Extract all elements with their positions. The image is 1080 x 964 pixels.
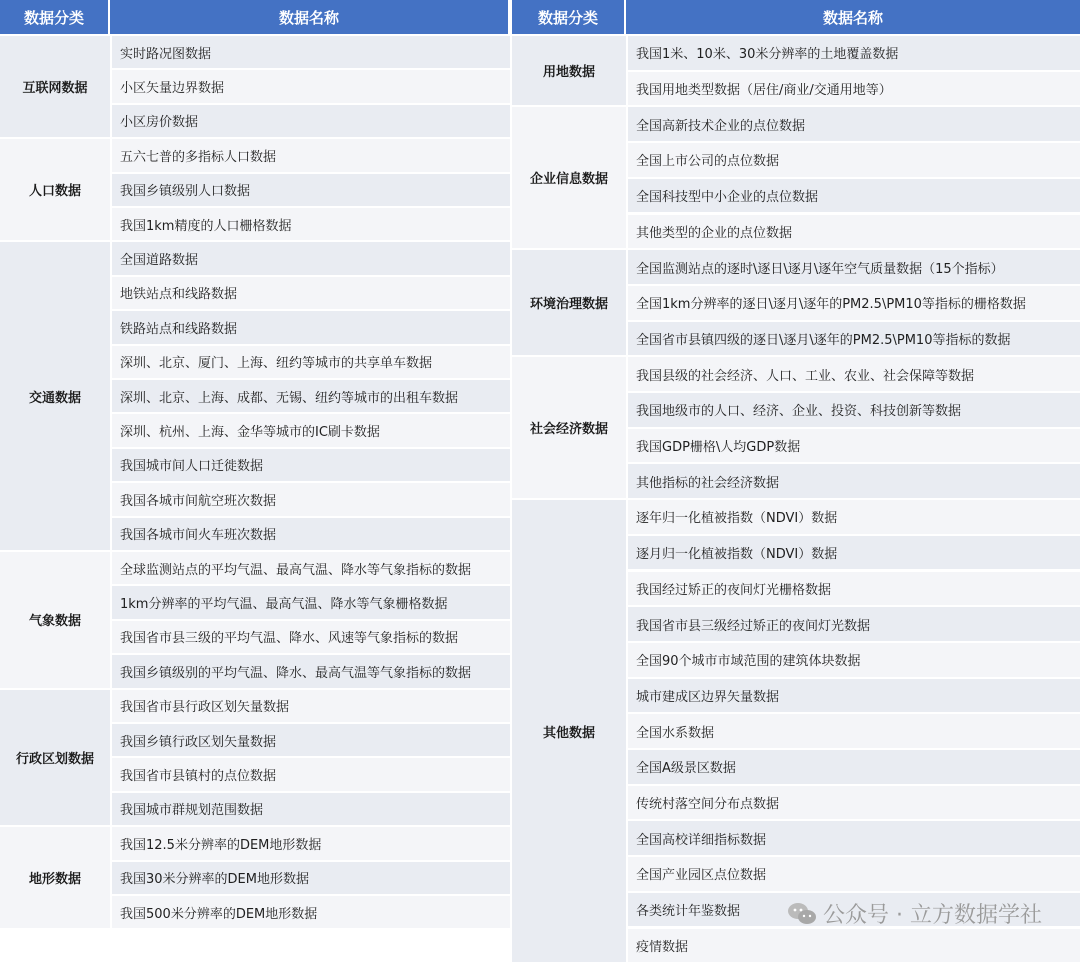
- header-name-left: 数据名称: [110, 0, 510, 34]
- table-row: 我国城市群规划范围数据: [110, 793, 510, 827]
- table-row: 我国GDP栅格\人均GDP数据: [626, 429, 1080, 465]
- table-row: 1km分辨率的平均气温、最高气温、降水等气象栅格数据: [110, 586, 510, 620]
- table-row: 深圳、北京、上海、成都、无锡、纽约等城市的出租车数据: [110, 380, 510, 414]
- table-row: 我国12.5米分辨率的DEM地形数据: [110, 827, 510, 861]
- category-cell: 其他数据: [512, 500, 626, 964]
- table-row: 逐年归一化植被指数（NDVI）数据: [626, 500, 1080, 536]
- table-row: 全国监测站点的逐时\逐日\逐月\逐年空气质量数据（15个指标）: [626, 250, 1080, 286]
- table-row: 我国乡镇行政区划矢量数据: [110, 724, 510, 758]
- watermark-text: 公众号 · 立方数据学社: [823, 903, 1042, 928]
- table-row: 全国高新技术企业的点位数据: [626, 107, 1080, 143]
- table-row: 传统村落空间分布点数据: [626, 786, 1080, 822]
- table-row: 小区矢量边界数据: [110, 70, 510, 104]
- table-row: 我国经过矫正的夜间灯光栅格数据: [626, 572, 1080, 608]
- table-row: 我国省市县三级的平均气温、降水、风速等气象指标的数据: [110, 621, 510, 655]
- table-row: 全国水系数据: [626, 714, 1080, 750]
- table-row: 疫情数据: [626, 929, 1080, 964]
- table-row: 全国上市公司的点位数据: [626, 143, 1080, 179]
- table-row: 我国省市县三级经过矫正的夜间灯光数据: [626, 607, 1080, 643]
- table-row: 全国产业园区点位数据: [626, 857, 1080, 893]
- table-row: 我国乡镇级别人口数据: [110, 174, 510, 208]
- category-cell: 行政区划数据: [0, 690, 110, 828]
- category-cell: 环境治理数据: [512, 250, 626, 357]
- table-row: 城市建成区边界矢量数据: [626, 679, 1080, 715]
- table-row: 地铁站点和线路数据: [110, 277, 510, 311]
- table-row: 我国城市间人口迁徙数据: [110, 449, 510, 483]
- table-row: 我国500米分辨率的DEM地形数据: [110, 896, 510, 930]
- table-row: 我国地级市的人口、经济、企业、投资、科技创新等数据: [626, 393, 1080, 429]
- table-row: 全国90个城市市域范围的建筑体块数据: [626, 643, 1080, 679]
- table-row: 五六七普的多指标人口数据: [110, 139, 510, 173]
- table-row: 我国1米、10米、30米分辨率的土地覆盖数据: [626, 36, 1080, 72]
- table-row: 全国高校详细指标数据: [626, 821, 1080, 857]
- table-row: 各类统计年鉴数据: [626, 893, 1080, 929]
- table-row: 我国30米分辨率的DEM地形数据: [110, 862, 510, 896]
- watermark: [787, 898, 1042, 929]
- table-row: 小区房价数据: [110, 105, 510, 139]
- wechat-icon: [787, 901, 817, 927]
- table-row: 全国省市县镇四级的逐日\逐月\逐年的PM2.5\PM10等指标的数据: [626, 322, 1080, 358]
- category-cell: 用地数据: [512, 36, 626, 107]
- category-cell: 互联网数据: [0, 36, 110, 139]
- header-name-right: 数据名称: [626, 0, 1080, 34]
- category-cell: 交通数据: [0, 242, 110, 552]
- table-row: 全球监测站点的平均气温、最高气温、降水等气象指标的数据: [110, 552, 510, 586]
- table-row: 全国道路数据: [110, 242, 510, 276]
- table-row: 深圳、北京、厦门、上海、纽约等城市的共享单车数据: [110, 346, 510, 380]
- table-row: 我国各城市间航空班次数据: [110, 483, 510, 517]
- category-cell: 人口数据: [0, 139, 110, 242]
- category-cell: 社会经济数据: [512, 357, 626, 500]
- header-category-left: 数据分类: [0, 0, 110, 34]
- table-row: 全国1km分辨率的逐日\逐月\逐年的PM2.5\PM10等指标的栅格数据: [626, 286, 1080, 322]
- category-cell: 气象数据: [0, 552, 110, 690]
- table-row: 我国省市县行政区划矢量数据: [110, 690, 510, 724]
- table-row: 其他指标的社会经济数据: [626, 464, 1080, 500]
- table-row: 逐月归一化植被指数（NDVI）数据: [626, 536, 1080, 572]
- table-row: 其他类型的企业的点位数据: [626, 215, 1080, 251]
- table-row: 深圳、杭州、上海、金华等城市的IC刷卡数据: [110, 414, 510, 448]
- category-cell: 地形数据: [0, 827, 110, 930]
- table-row: 铁路站点和线路数据: [110, 311, 510, 345]
- table-row: 我国省市县镇村的点位数据: [110, 758, 510, 792]
- table-row: 我国1km精度的人口栅格数据: [110, 208, 510, 242]
- table-row: 我国用地类型数据（居住/商业/交通用地等）: [626, 72, 1080, 108]
- table-row: 全国A级景区数据: [626, 750, 1080, 786]
- category-cell: 企业信息数据: [512, 107, 626, 250]
- header-category-right: 数据分类: [512, 0, 626, 34]
- table-row: 全国科技型中小企业的点位数据: [626, 179, 1080, 215]
- table-row: 我国乡镇级别的平均气温、降水、最高气温等气象指标的数据: [110, 655, 510, 689]
- table-row: 我国各城市间火车班次数据: [110, 518, 510, 552]
- table-row: 我国县级的社会经济、人口、工业、农业、社会保障等数据: [626, 357, 1080, 393]
- table-row: 实时路况图数据: [110, 36, 510, 70]
